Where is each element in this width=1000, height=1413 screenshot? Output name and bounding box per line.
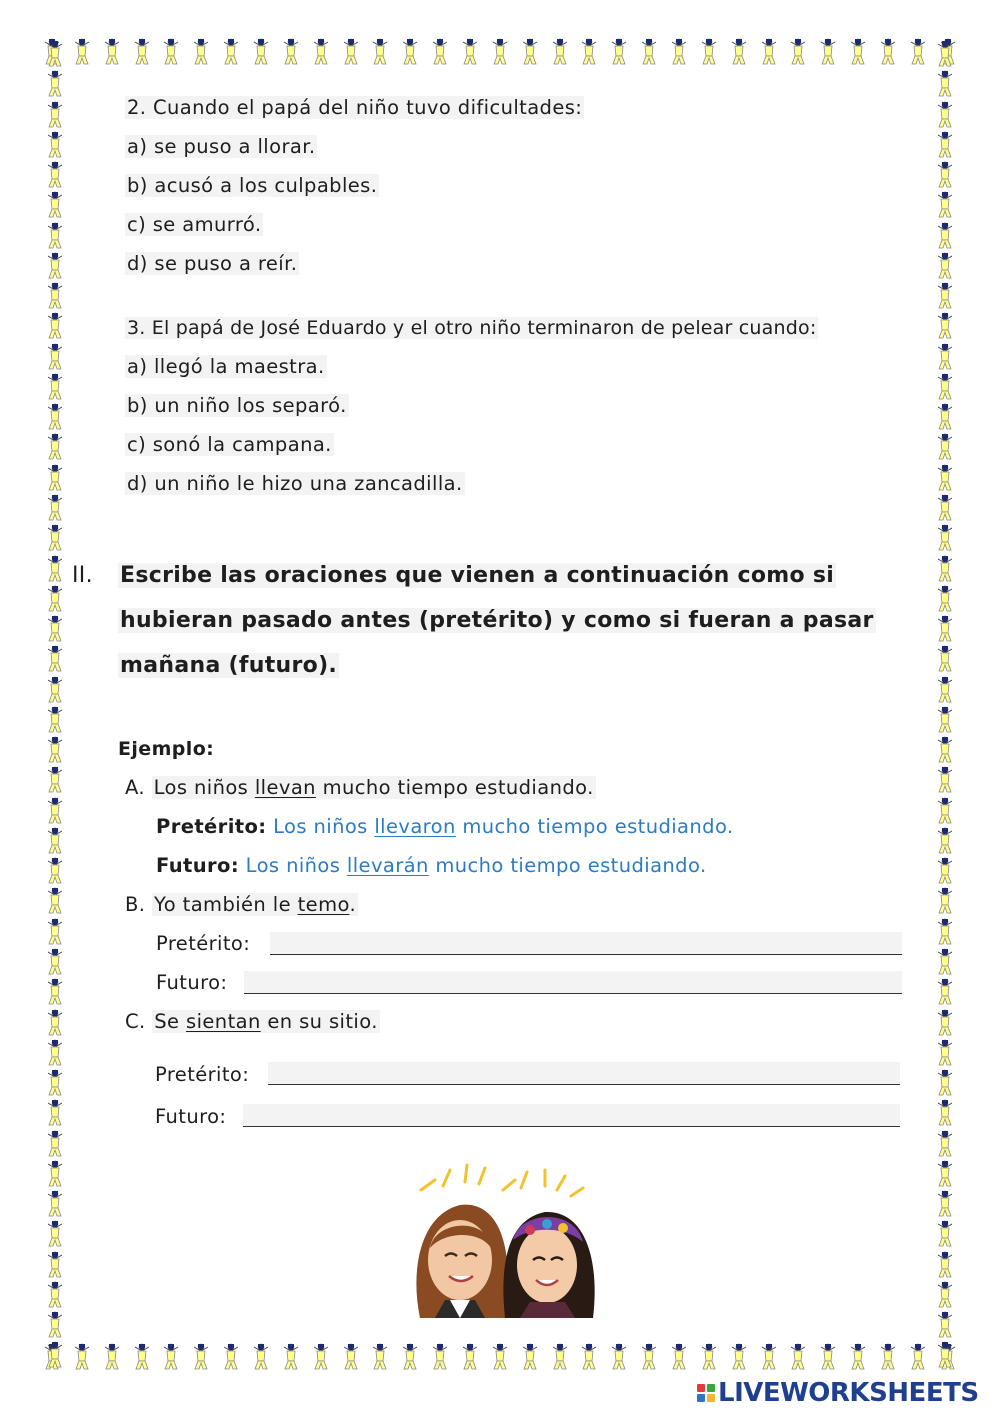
border-figure-icon — [428, 38, 452, 66]
border-figure-icon — [43, 857, 67, 885]
border-figure-icon — [43, 524, 67, 552]
border-figure-icon — [933, 1311, 957, 1339]
border-figure-icon — [100, 1343, 124, 1371]
border-figure-icon — [43, 222, 67, 250]
border-figure-icon — [189, 38, 213, 66]
border-figure-icon — [398, 1343, 422, 1371]
border-figure-icon — [518, 38, 542, 66]
border-figure-icon — [43, 40, 67, 68]
border-figure-icon — [43, 615, 67, 643]
logo-mark-icon — [697, 1384, 715, 1402]
border-figure-icon — [43, 1039, 67, 1067]
border-figure-icon — [933, 797, 957, 825]
border-figure-icon — [159, 1343, 183, 1371]
border-figure-icon — [933, 918, 957, 946]
border-figure-icon — [428, 1343, 452, 1371]
border-figure-icon — [368, 1343, 392, 1371]
border-figure-icon — [577, 1343, 601, 1371]
item-c-preterito-label: Pretérito: — [155, 1063, 250, 1086]
border-figure-icon — [219, 38, 243, 66]
border-figure-icon — [933, 40, 957, 68]
border-figure-icon — [933, 1341, 957, 1369]
border-figure-icon — [43, 1251, 67, 1279]
border-figure-icon — [458, 38, 482, 66]
border-figure-icon — [933, 524, 957, 552]
border-figure-icon — [43, 1009, 67, 1037]
border-figure-icon — [816, 38, 840, 66]
border-figure-icon — [548, 38, 572, 66]
border-figure-icon — [43, 736, 67, 764]
logo-mark-l — [697, 1384, 705, 1392]
q3-question: 3. El papá de José Eduardo y el otro niño terminaron de pelear cuando: — [127, 317, 817, 339]
border-figure-icon — [130, 1343, 154, 1371]
item-c-futuro-label: Futuro: — [155, 1105, 227, 1128]
border-figure-icon — [309, 1343, 333, 1371]
border-figure-icon — [933, 494, 957, 522]
border-figure-icon — [43, 433, 67, 461]
border-figure-icon — [607, 1343, 631, 1371]
border-figure-icon — [727, 1343, 751, 1371]
border-figure-icon — [339, 38, 363, 66]
liveworksheets-logo — [697, 1376, 979, 1410]
border-figure-icon — [43, 1190, 67, 1218]
border-figure-icon — [43, 1220, 67, 1248]
q3-option-b: b) un niño los separó. — [127, 394, 347, 417]
border-figure-icon — [398, 38, 422, 66]
border-figure-icon — [43, 70, 67, 98]
logo-mark-v — [697, 1394, 705, 1402]
border-figure-icon — [43, 1160, 67, 1188]
border-figure-icon — [100, 38, 124, 66]
section2-numeral: II. — [72, 563, 93, 588]
border-figure-icon — [933, 312, 957, 340]
border-figure-icon — [368, 38, 392, 66]
border-right — [930, 40, 960, 1370]
q3-option-d: d) un niño le hizo una zancadilla. — [127, 472, 463, 495]
border-figure-icon — [933, 1160, 957, 1188]
item-b-sentence: B. Yo también le temo. — [125, 893, 357, 916]
border-figure-icon — [43, 585, 67, 613]
q2-option-c: c) se amurró. — [127, 213, 262, 236]
section2-line3: mañana (futuro). — [120, 653, 338, 678]
border-figure-icon — [219, 1343, 243, 1371]
border-figure-icon — [757, 1343, 781, 1371]
example-verb: llevan — [254, 776, 316, 799]
border-figure-icon — [637, 1343, 661, 1371]
section2-line1: Escribe las oraciones que vienen a continuación como si — [120, 563, 835, 588]
border-figure-icon — [933, 222, 957, 250]
item-c-sentence: C. Se sientan en su sitio. — [125, 1010, 378, 1033]
q3-option-a: a) llegó la maestra. — [127, 355, 325, 378]
border-figure-icon — [518, 1343, 542, 1371]
q2-option-a: a) se puso a llorar. — [127, 135, 316, 158]
border-figure-icon — [933, 978, 957, 1006]
border-figure-icon — [933, 161, 957, 189]
border-figure-icon — [933, 1009, 957, 1037]
border-figure-icon — [697, 1343, 721, 1371]
border-figure-icon — [933, 555, 957, 583]
border-figure-icon — [43, 645, 67, 673]
border-figure-icon — [43, 766, 67, 794]
border-figure-icon — [933, 1069, 957, 1097]
example-futuro: Futuro: Los niños llevarán mucho tiempo estudiando. — [156, 854, 707, 877]
border-figure-icon — [43, 252, 67, 280]
border-figure-icon — [43, 464, 67, 492]
border-figure-icon — [43, 887, 67, 915]
border-figure-icon — [933, 403, 957, 431]
border-figure-icon — [933, 585, 957, 613]
border-figure-icon — [279, 1343, 303, 1371]
border-bottom — [40, 1343, 960, 1373]
border-figure-icon — [933, 615, 957, 643]
border-figure-icon — [933, 676, 957, 704]
border-figure-icon — [309, 38, 333, 66]
q2-option-d: d) se puso a reír. — [127, 252, 298, 275]
border-figure-icon — [43, 191, 67, 219]
border-figure-icon — [458, 1343, 482, 1371]
border-figure-icon — [249, 38, 273, 66]
border-figure-icon — [548, 1343, 572, 1371]
border-figure-icon — [43, 282, 67, 310]
border-figure-icon — [933, 1099, 957, 1127]
border-figure-icon — [933, 70, 957, 98]
border-figure-icon — [43, 1281, 67, 1309]
sparkle-lines — [421, 1165, 583, 1196]
border-figure-icon — [43, 706, 67, 734]
border-figure-icon — [279, 38, 303, 66]
border-figure-icon — [933, 343, 957, 371]
border-figure-icon — [43, 101, 67, 129]
border-figure-icon — [846, 1343, 870, 1371]
logo-mark-i — [707, 1384, 715, 1392]
border-figure-icon — [933, 1190, 957, 1218]
border-figure-icon — [70, 1343, 94, 1371]
border-figure-icon — [786, 1343, 810, 1371]
border-figure-icon — [933, 1130, 957, 1158]
border-figure-icon — [43, 373, 67, 401]
border-figure-icon — [43, 161, 67, 189]
border-figure-icon — [637, 38, 661, 66]
border-figure-icon — [667, 1343, 691, 1371]
border-figure-icon — [727, 38, 751, 66]
border-figure-icon — [43, 797, 67, 825]
border-figure-icon — [876, 38, 900, 66]
border-figure-icon — [933, 373, 957, 401]
border-figure-icon — [816, 1343, 840, 1371]
border-figure-icon — [933, 464, 957, 492]
border-figure-icon — [339, 1343, 363, 1371]
border-figure-icon — [43, 918, 67, 946]
border-figure-icon — [933, 706, 957, 734]
border-figure-icon — [43, 978, 67, 1006]
border-figure-icon — [757, 38, 781, 66]
border-figure-icon — [906, 38, 930, 66]
border-figure-icon — [43, 403, 67, 431]
border-figure-icon — [43, 1311, 67, 1339]
border-figure-icon — [906, 1343, 930, 1371]
border-figure-icon — [933, 1220, 957, 1248]
logo-text: LIVEWORKSHEETS — [718, 1378, 979, 1408]
border-figure-icon — [43, 676, 67, 704]
border-figure-icon — [43, 1099, 67, 1127]
border-top — [40, 38, 960, 68]
border-figure-icon — [130, 38, 154, 66]
item-b-preterito-input[interactable] — [270, 932, 902, 955]
logo-mark-e — [707, 1394, 715, 1402]
border-figure-icon — [667, 38, 691, 66]
border-figure-icon — [933, 1251, 957, 1279]
border-figure-icon — [933, 1039, 957, 1067]
item-c-preterito-input[interactable] — [268, 1062, 900, 1085]
right-girl-face — [517, 1227, 577, 1303]
border-figure-icon — [933, 1281, 957, 1309]
border-figure-icon — [933, 887, 957, 915]
girls-illustration — [405, 1160, 605, 1320]
border-figure-icon — [786, 38, 810, 66]
example-sentence: A. Los niños llevan mucho tiempo estudiando. — [125, 776, 594, 799]
border-figure-icon — [577, 38, 601, 66]
border-figure-icon — [43, 1069, 67, 1097]
item-b-preterito-label: Pretérito: — [156, 932, 251, 955]
border-figure-icon — [933, 131, 957, 159]
border-figure-icon — [933, 252, 957, 280]
item-b-futuro-input[interactable] — [244, 971, 902, 994]
border-figure-icon — [159, 38, 183, 66]
example-label: Ejemplo: — [118, 738, 215, 760]
border-figure-icon — [933, 827, 957, 855]
border-figure-icon — [933, 948, 957, 976]
example-preterito: Pretérito: Los niños llevaron mucho tiempo estudiando. — [156, 815, 734, 838]
q2-option-b: b) acusó a los culpables. — [127, 174, 378, 197]
border-figure-icon — [933, 101, 957, 129]
border-figure-icon — [43, 131, 67, 159]
border-left — [40, 40, 70, 1370]
border-figure-icon — [933, 191, 957, 219]
border-figure-icon — [43, 1130, 67, 1158]
border-figure-icon — [43, 343, 67, 371]
q2-question: 2. Cuando el papá del niño tuvo dificultades: — [127, 96, 583, 119]
q3-option-c: c) sonó la campana. — [127, 433, 332, 456]
border-figure-icon — [43, 494, 67, 522]
border-figure-icon — [43, 827, 67, 855]
border-figure-icon — [43, 555, 67, 583]
border-figure-icon — [488, 1343, 512, 1371]
border-figure-icon — [933, 645, 957, 673]
border-figure-icon — [189, 1343, 213, 1371]
border-figure-icon — [70, 38, 94, 66]
border-figure-icon — [43, 948, 67, 976]
border-figure-icon — [876, 1343, 900, 1371]
border-figure-icon — [43, 312, 67, 340]
border-figure-icon — [607, 38, 631, 66]
border-figure-icon — [488, 38, 512, 66]
border-figure-icon — [846, 38, 870, 66]
section2-line2: hubieran pasado antes (pretérito) y como si fueran a pasar — [120, 608, 874, 633]
item-b-futuro-label: Futuro: — [156, 971, 228, 994]
border-figure-icon — [43, 1341, 67, 1369]
border-figure-icon — [933, 736, 957, 764]
item-c-futuro-input[interactable] — [243, 1104, 900, 1127]
border-figure-icon — [933, 433, 957, 461]
border-figure-icon — [697, 38, 721, 66]
border-figure-icon — [249, 1343, 273, 1371]
border-figure-icon — [933, 282, 957, 310]
border-figure-icon — [933, 857, 957, 885]
border-figure-icon — [933, 766, 957, 794]
